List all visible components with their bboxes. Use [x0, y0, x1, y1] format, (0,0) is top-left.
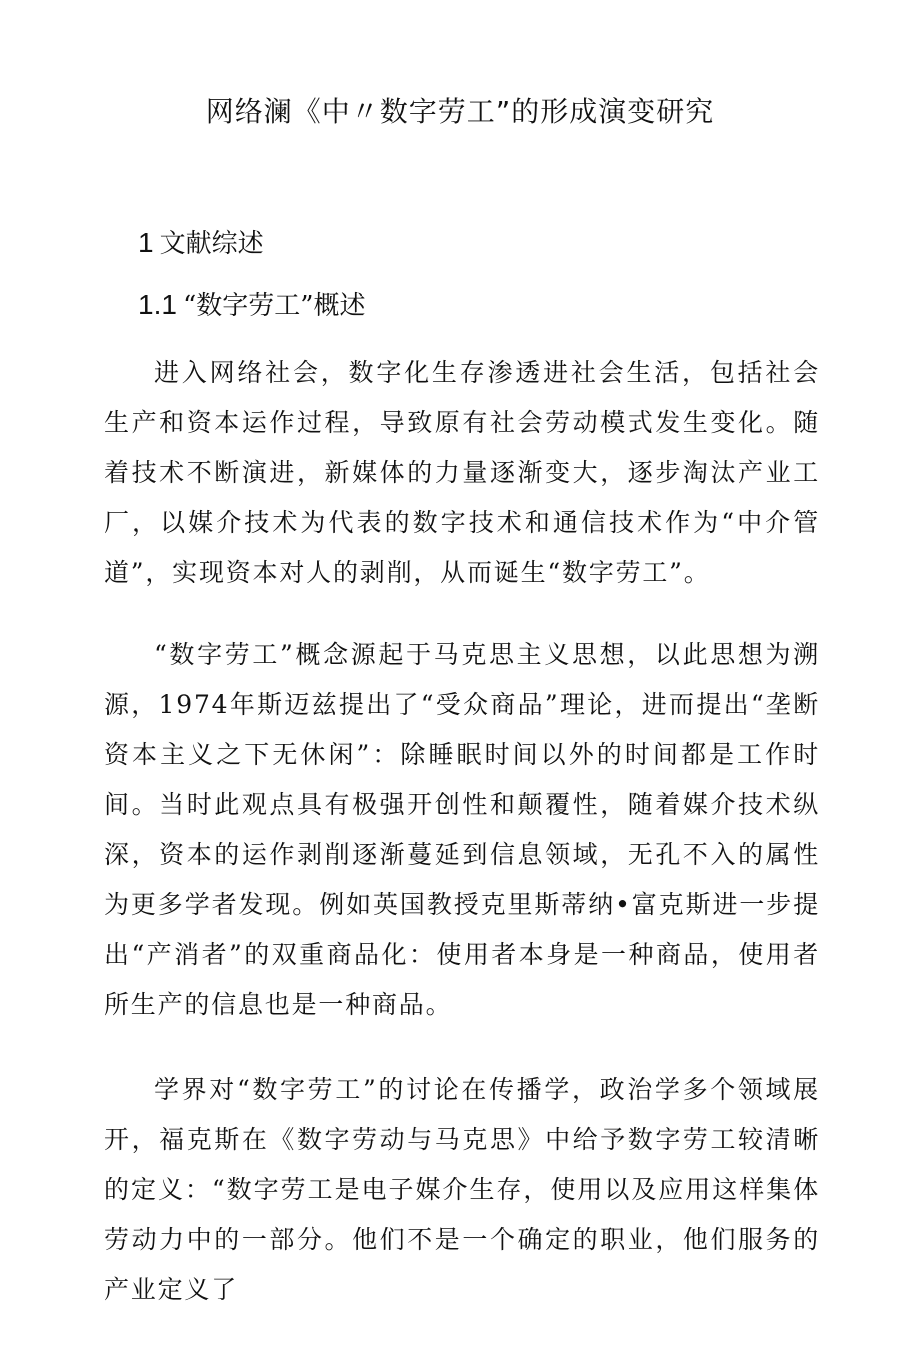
paragraph-1: 进入网络社会，数字化生存渗透进社会生活，包括社会生产和资本运作过程，导致原有社会劳动模式发生变化。随着技术不断演进，新媒体的力量逐渐变大，逐步淘汰产业工厂，以媒介技术为代表的数字技术和通信技术作为“中介管道”，实现资本对人的剥削，从而诞生“数字劳工”。: [104, 358, 820, 587]
section-heading-1: [138, 225, 264, 262]
subsection-number: 1.1: [138, 289, 177, 320]
section-number: 1: [138, 227, 154, 258]
section-heading-1-1: [138, 287, 366, 324]
section-title: 文献综述: [159, 229, 264, 259]
document-title: 网络澜《中〃数字劳工”的形成演变研究: [205, 95, 715, 128]
subsection-title: “数字劳工”概述: [182, 291, 366, 321]
paragraph-3: 学界对“数字劳工”的讨论在传播学，政治学多个领域展开，福克斯在《数字劳动与马克思》中给予数字劳工较清晰的定义：“数字劳工是电子媒介生存，使用以及应用这样集体劳动力中的一部分。他们不是一个确定的职业，他们服务的产业定义了: [104, 1075, 820, 1304]
paragraph-2: “数字劳工”概念源起于马克思主义思想，以此思想为溯源，1974年斯迈兹提出了“受众商品”理论，进而提出“垄断资本主义之下无休闲”：除睡眠时间以外的时间都是工作时间。当时此观点具有极强开创性和颠覆性，随着媒介技术纵深，资本的运作剥削逐渐蔓延到信息领域，无孔不入的属性为更多学者发现。例如英国教授克里斯蒂纳•富克斯进一步提出“产消者”的双重商品化：使用者本身是一种商品，使用者所生产的信息也是一种商品。: [104, 640, 820, 1019]
